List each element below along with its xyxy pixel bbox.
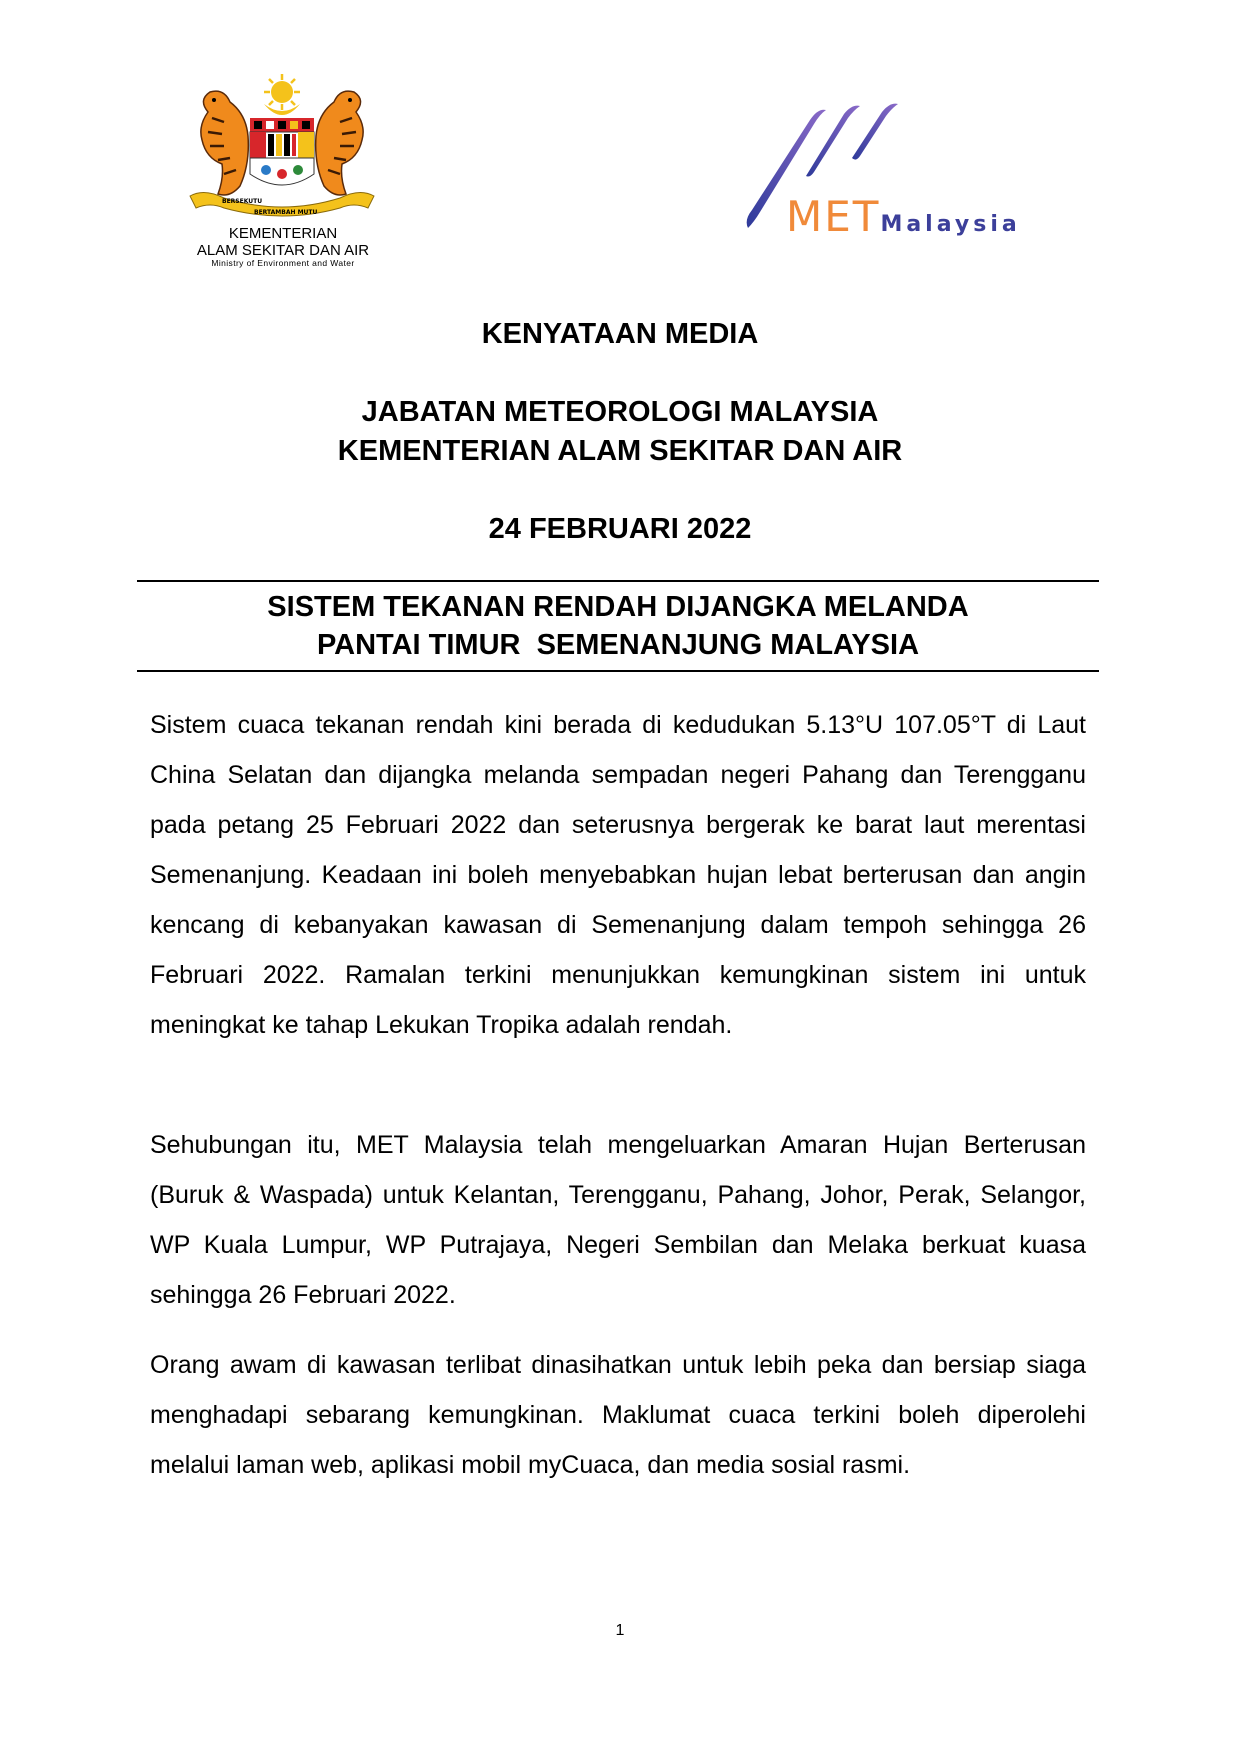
ministry-name <box>178 226 388 268</box>
ministry-line3: Ministry of Environment and Water <box>211 258 355 268</box>
scroll-left-text: BERSEKUTU <box>222 198 263 205</box>
title-line1: SISTEM TEKANAN RENDAH DIJANGKA MELANDA <box>267 591 969 623</box>
scroll-right-text: BERTAMBAH MUTU <box>254 209 318 216</box>
body-paragraph-2: Sehubungan itu, MET Malaysia telah mengeluarkan Amaran Hujan Berterusan (Buruk & Waspada) untuk Kelantan, Terengganu, Pahang, Johor, Perak, Selangor, WP Kuala Lumpur, WP Putrajaya, Negeri Sembilan dan Melaka berkuat kuasa sehingga 26 Februari 2022. <box>150 1131 1086 1309</box>
body-paragraph-1: Sistem cuaca tekanan rendah kini berada di kedudukan 5.13°U 107.05°T di Laut China Selatan dan dijangka melanda sempadan negeri Pahang dan Terengganu pada petang 25 Februari 2022 dan seterusnya bergerak ke barat laut merentasi Semenanjung. Keadaan ini boleh menyebabkan hujan lebat berterusan dan angin kencang di kebanyakan kawasan di Semenanjung dalam tempoh sehingga 26 Februari 2022. Ramalan terkini menunjukkan kemungkinan sistem ini untuk meningkat ke tahap Lekukan Tropika adalah rendah. <box>150 711 1086 1039</box>
body-paragraph-3: Orang awam di kawasan terlibat dinasihatkan untuk lebih peka dan bersiap siaga menghadapi sebarang kemungkinan. Maklumat cuaca terkini boleh diperolehi melalui laman web, aplikasi mobil myCuaca, dan media sosial rasmi. <box>150 1351 1086 1479</box>
malaysia-text: Malaysia <box>880 212 1021 237</box>
department-name: JABATAN METEOROLOGI MALAYSIA <box>361 396 879 428</box>
title-line2: PANTAI TIMUR SEMENANJUNG MALAYSIA <box>316 629 920 661</box>
ministry-line1: KEMENTERIAN <box>228 225 338 242</box>
issuer-block <box>0 393 1240 471</box>
statement-type: KENYATAAN MEDIA <box>481 318 759 350</box>
met-wordmark <box>786 192 1021 241</box>
statement-title <box>137 580 1099 672</box>
met-text: MET <box>786 192 881 241</box>
ministry-line2: ALAM SEKITAR DAN AIR <box>196 241 370 259</box>
ministry-name-heading: KEMENTERIAN ALAM SEKITAR DAN AIR <box>337 435 903 467</box>
page-number: 1 <box>615 1622 625 1639</box>
statement-date: 24 FEBRUARI 2022 <box>488 513 752 545</box>
met-malaysia-logo <box>740 100 1040 240</box>
coat-of-arms-icon <box>184 74 380 224</box>
ministry-logo <box>178 74 388 274</box>
